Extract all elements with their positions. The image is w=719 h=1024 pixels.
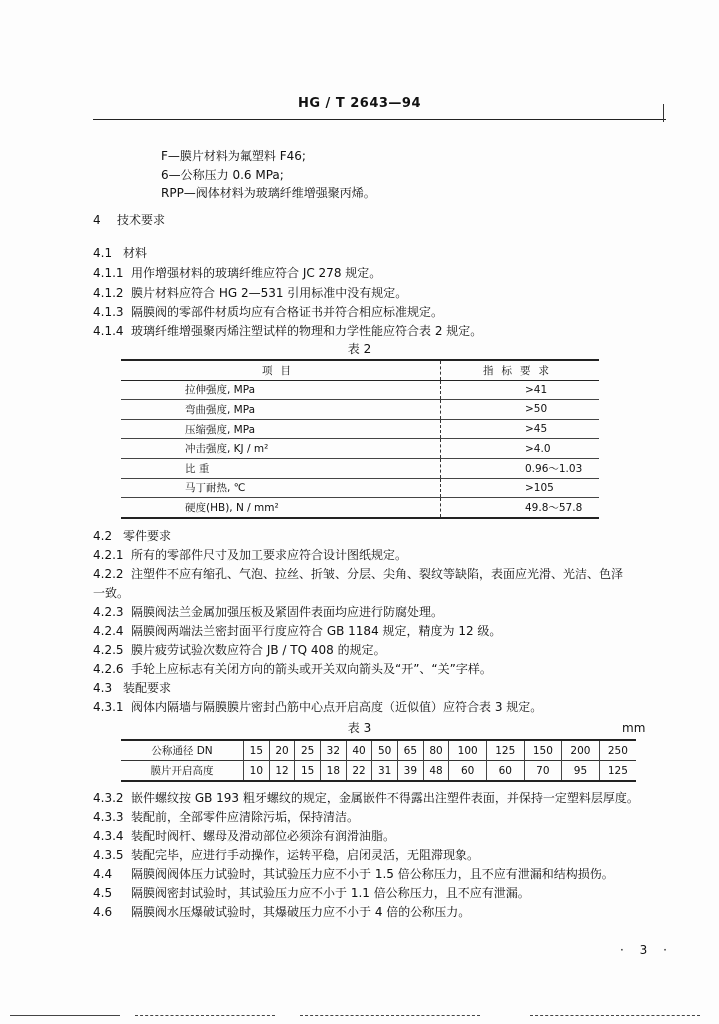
clause-number: 4.6 bbox=[93, 905, 113, 919]
clause-text: 隔膜阀密封试验时，其试验压力应不小于 1.1 倍公称压力，且不应有泄漏。 bbox=[131, 886, 530, 900]
table-cell: 马丁耐热, ℃ bbox=[185, 482, 246, 495]
section-number: 4 bbox=[93, 213, 101, 227]
table-cell: 22 bbox=[346, 761, 372, 782]
table-3-unit: mm bbox=[622, 721, 646, 735]
table-cell: >45 bbox=[441, 419, 600, 439]
clause-4-2-3 bbox=[93, 604, 443, 620]
clause-number: 4.2.1 bbox=[93, 548, 124, 562]
clause-number: 4.3.3 bbox=[93, 810, 124, 824]
section-title: 零件要求 bbox=[123, 529, 172, 543]
clause-text: 隔膜阀法兰金属加强压板及紧固件表面均应进行防腐处理。 bbox=[131, 605, 444, 619]
clause-number: 4.2.2 bbox=[93, 567, 124, 581]
section-number: 4.1 bbox=[93, 246, 113, 260]
clause-text: 隔膜阀两端法兰密封面平行度应符合 GB 1184 规定，精度为 12 级。 bbox=[131, 624, 502, 638]
clause-text: 装配时阀杆、螺母及滑动部位必须涂有润滑油脂。 bbox=[131, 829, 396, 843]
clause-text: 隔膜阀阀体压力试验时，其试验压力应不小于 1.5 倍公称压力，且不应有泄漏和结构损伤。 bbox=[131, 867, 614, 881]
scan-bottom-line bbox=[10, 1015, 120, 1016]
note-line-1: F—膜片材料为氟塑料 F46; bbox=[161, 149, 306, 163]
table-cell: 39 bbox=[398, 761, 424, 782]
table-cell: 100 bbox=[449, 740, 487, 761]
clause-4-1-2 bbox=[93, 285, 407, 301]
clause-4-2-2-continuation: 一致。 bbox=[93, 586, 130, 600]
scan-bottom-line bbox=[530, 1015, 700, 1016]
clause-4-2-4 bbox=[93, 623, 501, 639]
table-cell: 12 bbox=[269, 761, 295, 782]
clause-4-3-5 bbox=[93, 847, 479, 863]
table-cell: >41 bbox=[441, 380, 600, 400]
clause-number: 4.3.5 bbox=[93, 848, 124, 862]
clause-text: 阀体内隔墙与隔膜膜片密封凸筋中心点开启高度（近似值）应符合表 3 规定。 bbox=[131, 700, 543, 714]
row-label: 公称通径 DN bbox=[151, 745, 213, 757]
clause-text: 膜片材料应符合 HG 2—531 引用标准中没有规定。 bbox=[131, 286, 408, 300]
table-cell: 25 bbox=[295, 740, 321, 761]
column-header-requirement: 指标要求 bbox=[441, 360, 600, 380]
table-row bbox=[121, 478, 599, 498]
clause-number: 4.3.1 bbox=[93, 700, 124, 714]
table-row bbox=[121, 439, 599, 459]
table-cell: 31 bbox=[372, 761, 398, 782]
table-cell: 弯曲强度, MPa bbox=[185, 403, 256, 416]
clause-text: 隔膜阀水压爆破试验时，其爆破压力应不小于 4 倍的公称压力。 bbox=[131, 905, 471, 919]
clause-number: 4.1.2 bbox=[93, 286, 124, 300]
clause-number: 4.2.6 bbox=[93, 662, 124, 676]
row-label: 膜片开启高度 bbox=[150, 765, 214, 777]
table-cell: 0.96～1.03 bbox=[441, 458, 600, 478]
table-cell: 压缩强度, MPa bbox=[185, 423, 256, 436]
table-cell: 拉伸强度, MPa bbox=[185, 384, 256, 397]
column-header-item: 项目 bbox=[262, 364, 299, 377]
table-row bbox=[121, 380, 599, 400]
clause-4-3-2 bbox=[93, 790, 639, 806]
table-cell: 冲击强度, KJ / m² bbox=[185, 443, 269, 456]
clause-number: 4.3.2 bbox=[93, 791, 124, 805]
table-cell: 硬度(HB), N / mm² bbox=[185, 501, 279, 514]
table-3 bbox=[121, 739, 636, 782]
table-header-row bbox=[121, 360, 599, 380]
clause-text: 注塑件不应有缩孔、气泡、拉丝、折皱、分层、尖角、裂纹等缺陷，表面应光滑、光洁、色泽 bbox=[131, 567, 624, 581]
note-line-2: 6—公称压力 0.6 MPa; bbox=[161, 168, 284, 182]
table-cell: 20 bbox=[269, 740, 295, 761]
clause-text: 手轮上应标志有关闭方向的箭头或开关双向箭头及“开”、“关”字样。 bbox=[131, 662, 492, 676]
section-title: 装配要求 bbox=[123, 681, 172, 695]
clause-4-2-6 bbox=[93, 661, 492, 677]
clause-4-4 bbox=[93, 866, 614, 882]
table-row bbox=[121, 458, 599, 478]
clause-text: 装配完毕，应进行手动操作，运转平稳，启闭灵活，无阻滞现象。 bbox=[131, 848, 480, 862]
clause-text: 用作增强材料的玻璃纤维应符合 JC 278 规定。 bbox=[131, 266, 382, 280]
table-cell: 125 bbox=[486, 740, 524, 761]
scan-bottom-line bbox=[135, 1015, 275, 1016]
table-row-opening-height bbox=[121, 761, 636, 782]
clause-number: 4.1.1 bbox=[93, 266, 124, 280]
clause-4-3-4 bbox=[93, 828, 395, 844]
table-cell: 49.8～57.8 bbox=[441, 498, 600, 518]
clause-text: 所有的零部件尺寸及加工要求应符合设计图纸规定。 bbox=[131, 548, 408, 562]
clause-4-2-1 bbox=[93, 547, 407, 563]
table-2-caption: 表 2 bbox=[347, 342, 372, 356]
table-cell: 95 bbox=[562, 761, 600, 782]
clause-number: 4.3.4 bbox=[93, 829, 124, 843]
table-cell: 32 bbox=[321, 740, 347, 761]
clause-number: 4.4 bbox=[93, 867, 113, 881]
table-cell: 65 bbox=[398, 740, 424, 761]
page-number: · 3 · bbox=[620, 943, 673, 957]
table-cell: 60 bbox=[449, 761, 487, 782]
table-cell: 70 bbox=[524, 761, 562, 782]
table-cell: 60 bbox=[486, 761, 524, 782]
table-cell: 40 bbox=[346, 740, 372, 761]
section-title: 技术要求 bbox=[117, 213, 166, 227]
clause-text: 隔膜阀的零部件材质均应有合格证书并符合相应标准规定。 bbox=[131, 305, 444, 319]
clause-number: 4.1.4 bbox=[93, 324, 124, 338]
table-cell: 125 bbox=[599, 761, 636, 782]
clause-number: 4.1.3 bbox=[93, 305, 124, 319]
clause-4-2-5 bbox=[93, 642, 386, 658]
table-cell: 18 bbox=[321, 761, 347, 782]
table-row bbox=[121, 400, 599, 420]
clause-4-3-1 bbox=[93, 699, 542, 715]
scan-bottom-line bbox=[300, 1015, 480, 1016]
table-cell: 200 bbox=[562, 740, 600, 761]
table-cell: 80 bbox=[423, 740, 449, 761]
clause-4-1-3 bbox=[93, 304, 443, 320]
table-row bbox=[121, 419, 599, 439]
clause-text: 膜片疲劳试验次数应符合 JB / TQ 408 的规定。 bbox=[131, 643, 386, 657]
table-cell: 48 bbox=[423, 761, 449, 782]
clause-number: 4.2.3 bbox=[93, 605, 124, 619]
clause-4-1-4 bbox=[93, 323, 482, 339]
table-3-caption: 表 3 bbox=[347, 721, 372, 735]
header-rule bbox=[93, 119, 666, 120]
table-row-dn bbox=[121, 740, 636, 761]
clause-number: 4.2.4 bbox=[93, 624, 124, 638]
section-title: 材料 bbox=[123, 246, 148, 260]
clause-text: 嵌件螺纹按 GB 193 粗牙螺纹的规定，金属嵌件不得露出注塑件表面，并保持一定塑料层厚度。 bbox=[131, 791, 639, 805]
section-4-1-heading bbox=[93, 245, 147, 261]
clause-4-6 bbox=[93, 904, 470, 920]
table-2 bbox=[121, 359, 599, 519]
clause-number: 4.2.5 bbox=[93, 643, 124, 657]
table-cell: >50 bbox=[441, 400, 600, 420]
scan-edge-mark bbox=[663, 104, 664, 122]
clause-text: 装配前，全部零件应清除污垢，保持清洁。 bbox=[131, 810, 360, 824]
table-cell: 50 bbox=[372, 740, 398, 761]
table-cell: >105 bbox=[441, 478, 600, 498]
clause-number: 4.5 bbox=[93, 886, 113, 900]
section-number: 4.2 bbox=[93, 529, 113, 543]
section-number: 4.3 bbox=[93, 681, 113, 695]
clause-4-5 bbox=[93, 885, 530, 901]
section-4-2-heading bbox=[93, 528, 171, 544]
clause-4-2-2 bbox=[93, 566, 623, 582]
clause-4-3-3 bbox=[93, 809, 359, 825]
standard-code-header: HG / T 2643—94 bbox=[297, 96, 422, 111]
table-row bbox=[121, 498, 599, 518]
section-4-heading bbox=[93, 212, 165, 228]
table-cell: 250 bbox=[599, 740, 636, 761]
note-line-3: RPP—阀体材料为玻璃纤维增强聚丙烯。 bbox=[161, 186, 376, 200]
table-cell: >4.0 bbox=[441, 439, 600, 459]
table-cell: 15 bbox=[295, 761, 321, 782]
section-4-3-heading bbox=[93, 680, 171, 696]
table-cell: 15 bbox=[244, 740, 270, 761]
clause-4-1-1 bbox=[93, 265, 381, 281]
clause-text: 玻璃纤维增强聚丙烯注塑试样的物理和力学性能应符合表 2 规定。 bbox=[131, 324, 483, 338]
table-cell: 150 bbox=[524, 740, 562, 761]
table-cell: 比 重 bbox=[185, 462, 210, 475]
table-cell: 10 bbox=[244, 761, 270, 782]
